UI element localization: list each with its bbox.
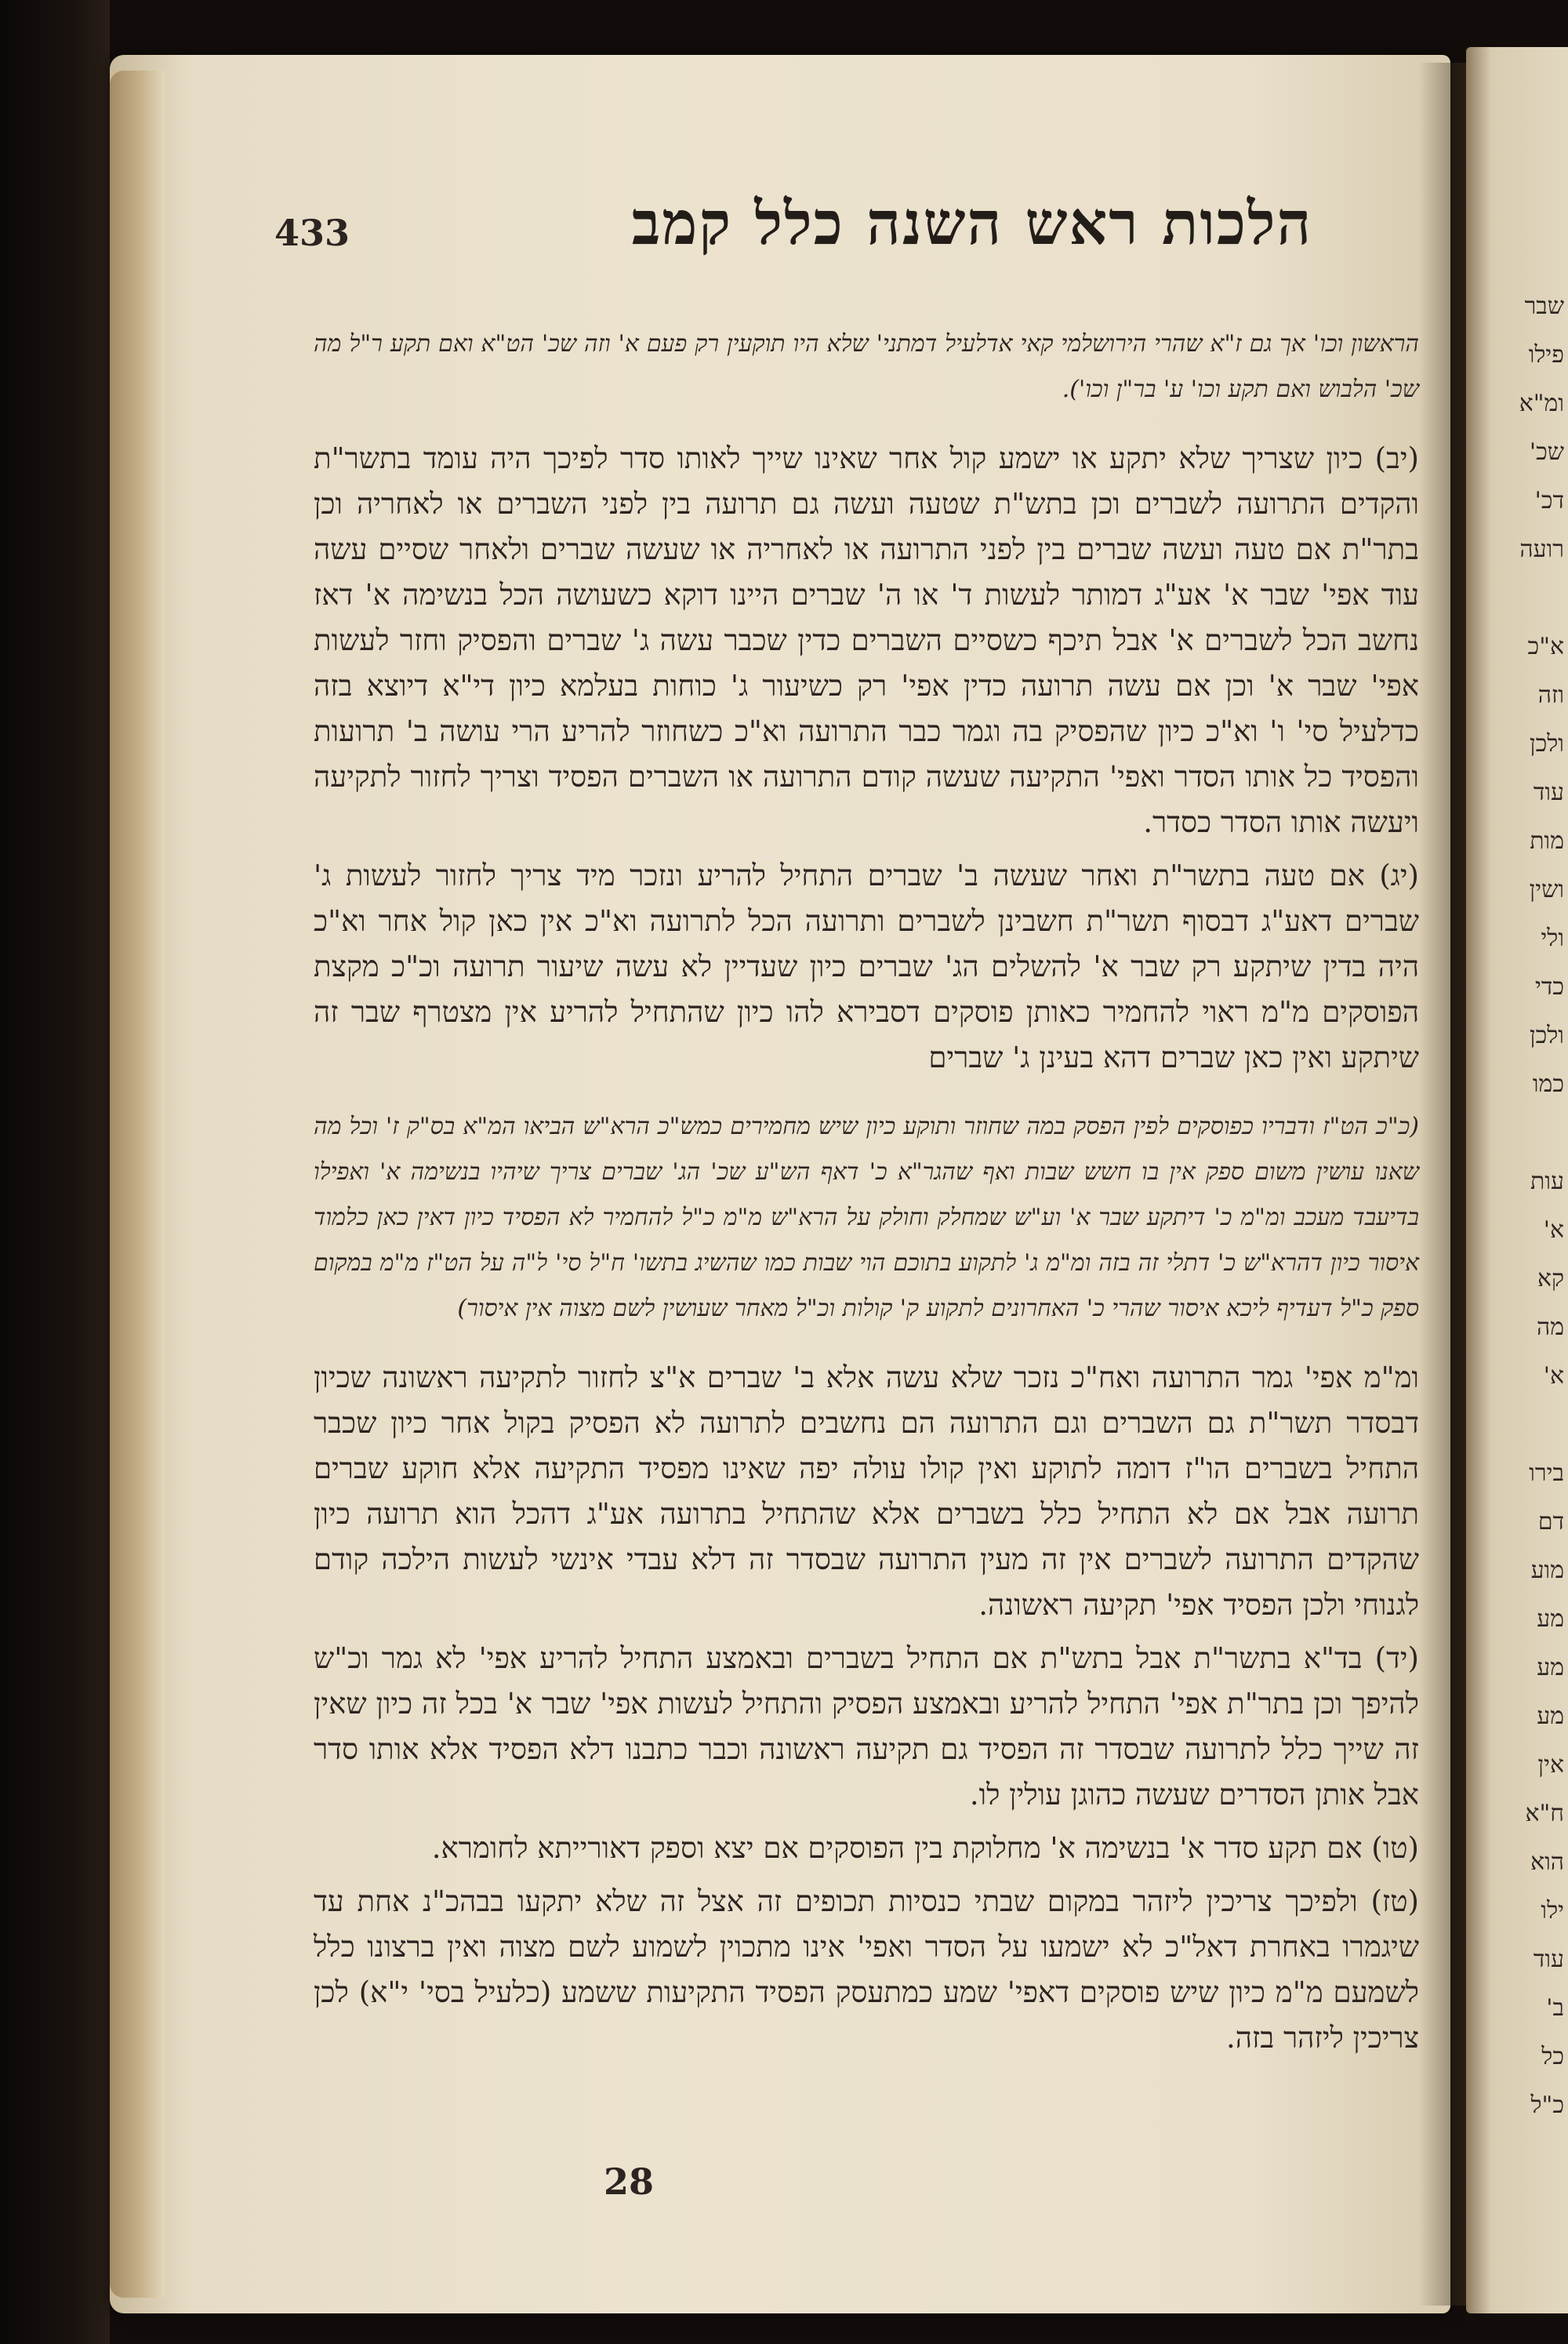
- next-page-fragment: [1486, 574, 1564, 623]
- next-page-fragment: דם: [1537, 1508, 1564, 1535]
- next-page-fragment: כדי: [1535, 973, 1564, 1001]
- next-page-fragment: כמו: [1532, 1070, 1564, 1098]
- next-page-fragment: מע: [1537, 1654, 1564, 1681]
- next-page-fragment: שבר: [1524, 293, 1564, 320]
- next-page-fragment: מות: [1530, 827, 1564, 855]
- next-page-fragment: רועה: [1519, 536, 1564, 563]
- next-page-fragment: פילו: [1528, 341, 1564, 369]
- footnote-continuation: הראשון וכו' אך גם ז"א שהרי הירושלמי קאי אדלעיל דמתני' שלא היו תוקעין רק פעם א' וזה שכ' הט"א ואם תקע ר"ל מה שכ' הלבוש ואם תקע וכו' ע' בר"ן וכו').: [314, 330, 1419, 403]
- running-title: הלכות ראש השנה כלל קמב: [631, 188, 1313, 258]
- next-page-fragment: [1486, 1401, 1564, 1449]
- next-page-fragment: [1486, 1109, 1564, 1157]
- next-page-fragment: ב': [1546, 1994, 1564, 2022]
- paragraph-13-continued: ומ"מ אפי' גמר התרועה ואח"כ נזכר שלא עשה אלא ב' שברים א"צ לחזור לתקיעה ראשונה שכיון דבסדר תשר"ת גם השברים וגם התרועה הם נחשבים לתרועה לא הפסיק בקול אחר כיון שכבר התחיל בשברים הו"ז דומה לתוקע ואין קולו עולה יפה שאינו מפסיד התקיעה אלא חוקע שברים תרועה אבל אם לא התחיל כלל בשברים אלא שהתחיל בתרועה אע"ג דהכל הוא תרועה כיון שהקדים התרועה לשברים אין זה מעין התרועה שבסדר זה דלא עבדי אינשי לעשות הילכה קודם לגנוחי ולכן הפסיד אפי' תקיעה ראשונה.: [314, 1361, 1419, 1622]
- paragraph-15: (טו) אם תקע סדר א' בנשימה א' מחלוקת בין הפוסקים אם יצא וספק דאורייתא לחומרא.: [431, 1831, 1419, 1865]
- next-page-fragment: א': [1543, 1216, 1564, 1244]
- next-page-fragment: כל: [1541, 2043, 1564, 2070]
- page-edge-stain: [110, 71, 165, 2298]
- next-page-fragment: מע: [1537, 1605, 1564, 1633]
- next-page-fragment: בירו: [1529, 1459, 1564, 1487]
- next-page-fragment: ולי: [1541, 925, 1564, 952]
- next-page-fragment: א"כ: [1527, 633, 1564, 660]
- body-text: [314, 298, 1419, 2069]
- next-page-fragment: מוע: [1530, 1557, 1564, 1584]
- next-page-fragment: עוד: [1533, 1946, 1564, 1973]
- next-page-fragment: דכ': [1534, 487, 1564, 514]
- page-number: 433: [274, 212, 350, 254]
- next-page-fragment: עוד: [1533, 779, 1564, 806]
- next-page-fragment: ילו: [1541, 1897, 1564, 1924]
- next-page-fragment: מה: [1536, 1314, 1564, 1341]
- paragraph-13: (יג) אם טעה בתשר"ת ואחר שעשה ב' שברים התחיל להריע ונזכר מיד צריך לחזור לעשות ג' שברים דאע"ג דבסוף תשר"ת חשבינן לשברים ותרועה הכל לתרועה וא"כ אין כאן קול אחר וא"כ היה בדין שיתקע רק שבר א' להשלים הג' שברים כיון שעדיין לא עשה שיעור תרועה וכ"כ מקצת הפוסקים מ"מ ראוי להחמיר כאותן פוסקים דסבירא להו כיון שהתחיל להריע אין מצטרף שבר זה שיתקע ואין כאן שברים דהא בעינן ג' שברים: [314, 859, 1419, 1074]
- next-page-fragment: וזה: [1537, 681, 1564, 709]
- next-page-fragment: א': [1543, 1362, 1564, 1390]
- next-page-fragment: שכ': [1529, 438, 1564, 466]
- page-gutter-shadow: [1419, 63, 1466, 2306]
- next-page-fragment: כ"ל: [1530, 2091, 1564, 2119]
- paragraph-13-note: (כ"כ הט"ז ודבריו כפוסקים לפין הפסק במה שחוזר ותוקע כיון שיש מחמירים כמש"כ הרא"ש הביאו המ"א בס"ק ז' וכל מה שאנו עושין משום ספק אין בו חשש שבות ואף שהגר"א כ' דאף הש"ע שכ' הג' שברים צריך שיהיו בנשימה א' ואפילו בדיעבד מעכב ומ"מ כ' דיתקע שבר א' וע"ש שמחלק וחולק על הרא"ש מ"מ כ"ל להחמיר לא הפסיד כיון דאין כאן כלמוד איסור כיון דהרא"ש כ' דתלי זה בזה ומ"מ ג' לתקוע בתוכם הוי שבות כמו שהשיג בתשו' ח"ל סי' ל"ה על הט"ז מ"מ במקום ספק כ"ל דעדיף ליכא איסור שהרי כ' האחרונים לתקוע ק' קולות וכ"ל מאחר שעושין לשם מצוה אין איסור): [314, 1113, 1419, 1322]
- next-page-fragment: ולכן: [1529, 730, 1564, 758]
- next-page-text-fragments: [1486, 282, 1564, 2130]
- next-page-fragment: מע: [1537, 1703, 1564, 1730]
- next-page-fragment: ולכן: [1529, 1022, 1564, 1049]
- next-page-fragment: ח"א: [1525, 1800, 1564, 1827]
- book-spine-background: [0, 0, 110, 2344]
- paragraph-12: (יב) כיון שצריך שלא יתקע או ישמע קול אחר שאינו שייך לאותו סדר לפיכך היה עומד בתשר"ת והקדים התרועה לשברים וכן בתש"ת שטעה ועשה גם תרועה בין לפני השברים או לאחריה וכן בתר"ת אם טעה ועשה שברים בין לפני התרועה או לאחריה או שעשה שברים ולאחר שסיים עשה עוד אפי' שבר א' אע"ג דמותר לעשות ד' או ה' שברים היינו דוקא כשעושה הכל בנשימה א' דאז נחשב הכל לשברים א' אבל תיכף כשסיים השברים כדין שכבר עשה ג' שברים והפסיק וחזר לעשות אפי' שבר א' וכן אם עשה תרועה כדין אפי' רק כשיעור ג' כוחות בעלמא כיון די"א דיוצא בזה כדלעיל סי' ו' וא"כ כיון שהפסיק בה וגמר כבר התרועה וא"כ כשחוזר להריע הרי עושה ב' תרועות והפסיד כל אותו הסדר ואפי' התקיעה שעשה קודם התרועה או השברים הפסיד וצריך לחזור לתקיעה ויעשה אותו הסדר כסדר.: [314, 442, 1419, 839]
- paragraph-14: (יד) בד"א בתשר"ת אבל בתש"ת אם התחיל בשברים ובאמצע התחיל להריע אפי' לא גמר וכ"ש להיפך וכן בתר"ת אפי' התחיל להריע ובאמצע הפסיק והתחיל לעשות אפי' שבר א' בכל זה כיון שאין זה שייך כלל לתרועה שבסדר זה הפסיד גם תקיעה ראשונה וכבר כתבנו דלא הפסיד אלא אותו סדר אבל אותן הסדרים שעשה כהוגן עולין לו.: [314, 1641, 1419, 1812]
- next-page-fragment: הוא: [1530, 1848, 1564, 1876]
- next-page-fragment: אין: [1537, 1751, 1564, 1779]
- page-header: [274, 188, 1403, 274]
- paragraph-16: (טז) ולפיכך צריכין ליזהר במקום שבתי כנסיות תכופים זה אצל זה שלא יתקעו בבהכ"נ אחת עד שיגמרו באחרת דאל"כ לא ישמעו על הסדר ואפי' אינו מתכוין לשמוע לשם מצוה ואין ברצונו כלל לשמעם מ"מ כיון שיש פוסקים דאפי' שמע כמתעסק הפסיד התקיעות ששמע (כלעיל בסי' י"א) לכן צריכין ליזהר בזה.: [314, 1884, 1419, 2055]
- next-page-fragment: עות: [1530, 1168, 1564, 1195]
- next-page-fragment: ומ"א: [1519, 390, 1564, 417]
- signature-number: 28: [604, 2160, 655, 2203]
- next-page-fragment: ושין: [1529, 876, 1564, 903]
- next-page-fragment: קא: [1537, 1265, 1564, 1292]
